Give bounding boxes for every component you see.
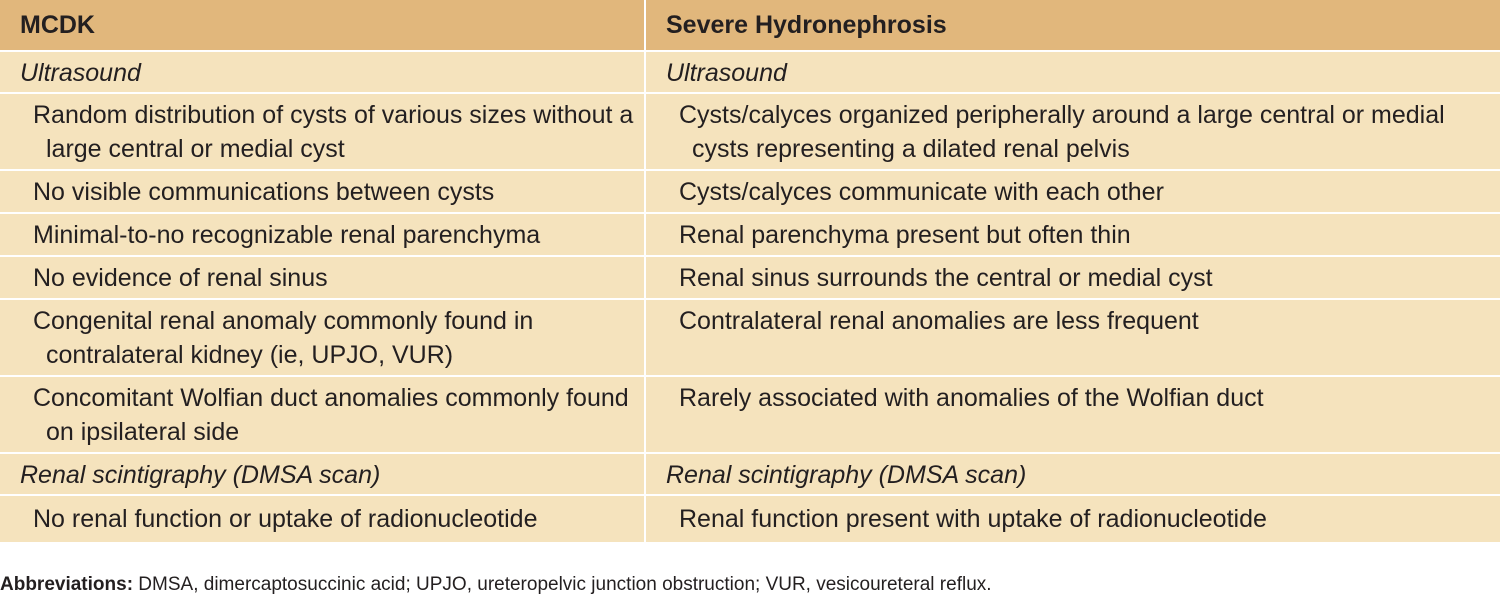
cell-text: Congenital renal anomaly commonly found in contralateral kidney (ie, UPJO, VUR) — [33, 307, 534, 369]
cell-text: Minimal-to-no recognizable renal parenchyma — [33, 221, 541, 249]
table-row — [0, 170, 1500, 213]
mcdk-cell — [0, 170, 645, 213]
cell-text: Contralateral renal anomalies are less frequent — [679, 307, 1199, 335]
abbreviations-footnote — [0, 573, 992, 597]
hydronephrosis-cell — [645, 495, 1500, 543]
footnote-label: Abbreviations: — [0, 574, 134, 595]
header-mcdk: MCDK — [0, 0, 645, 51]
cell-text: Cysts/calyces organized peripherally around a large central or medial cysts representing a dilated renal pelvis — [679, 101, 1445, 163]
section-row-renal-scintigraphy — [0, 453, 1500, 495]
header-severe-hydronephrosis: Severe Hydronephrosis — [645, 0, 1500, 51]
mcdk-cell — [0, 256, 645, 299]
cell-text: Concomitant Wolfian duct anomalies commonly found on ipsilateral side — [33, 384, 629, 446]
section-title-right: Ultrasound — [645, 51, 1500, 93]
section-title-left: Renal scintigraphy (DMSA scan) — [0, 453, 645, 495]
cell-text: Renal function present with uptake of radionucleotide — [679, 505, 1267, 533]
hydronephrosis-cell — [645, 376, 1500, 453]
hydronephrosis-cell — [645, 170, 1500, 213]
hydronephrosis-cell — [645, 299, 1500, 376]
header-row — [0, 0, 1500, 51]
cell-text: Rarely associated with anomalies of the Wolfian duct — [679, 384, 1264, 412]
section-title-left: Ultrasound — [0, 51, 645, 93]
table-row — [0, 299, 1500, 376]
mcdk-cell — [0, 376, 645, 453]
cell-text: No renal function or uptake of radionucleotide — [33, 505, 538, 533]
cell-text: Renal parenchyma present but often thin — [679, 221, 1131, 249]
mcdk-cell — [0, 93, 645, 170]
cell-text: No evidence of renal sinus — [33, 264, 328, 292]
table-row — [0, 93, 1500, 170]
table-row — [0, 495, 1500, 543]
mcdk-cell — [0, 213, 645, 256]
cell-text: Random distribution of cysts of various sizes without a large central or medial cyst — [33, 101, 634, 163]
table-row — [0, 213, 1500, 256]
footnote-text: DMSA, dimercaptosuccinic acid; UPJO, ureteropelvic junction obstruction; VUR, vesicoureteral reflux. — [133, 574, 992, 595]
cell-text: Renal sinus surrounds the central or medial cyst — [679, 264, 1213, 292]
hydronephrosis-cell — [645, 93, 1500, 170]
section-row-ultrasound — [0, 51, 1500, 93]
cell-text: Cysts/calyces communicate with each other — [679, 178, 1164, 206]
cell-text: No visible communications between cysts — [33, 178, 495, 206]
hydronephrosis-cell — [645, 213, 1500, 256]
table-row — [0, 376, 1500, 453]
hydronephrosis-cell — [645, 256, 1500, 299]
mcdk-cell — [0, 299, 645, 376]
mcdk-cell — [0, 495, 645, 543]
section-title-right: Renal scintigraphy (DMSA scan) — [645, 453, 1500, 495]
table-row — [0, 256, 1500, 299]
